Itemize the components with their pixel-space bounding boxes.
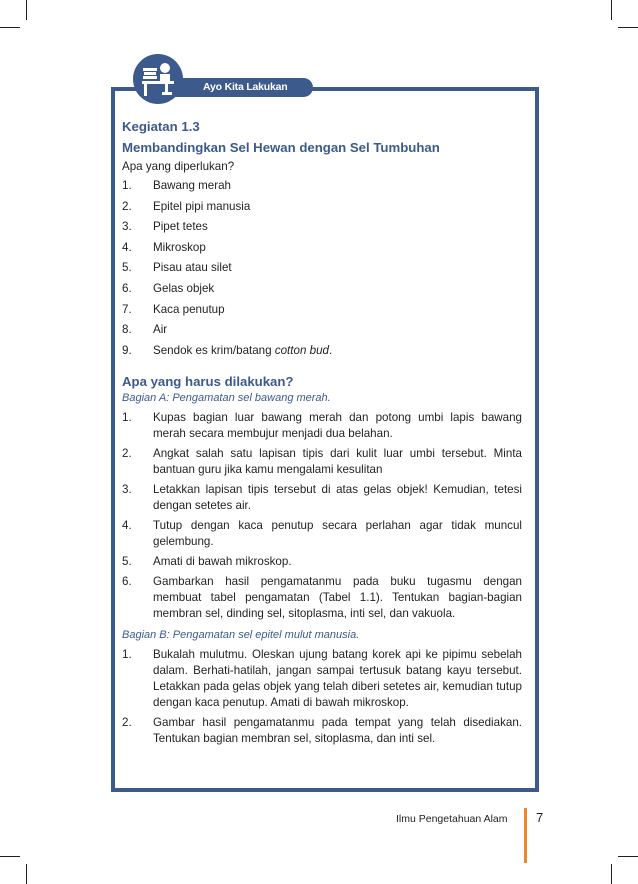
list-item	[122, 343, 522, 364]
item-number: 4.	[122, 519, 132, 533]
footer-subject: Ilmu Pengetahuan Alam	[396, 813, 508, 825]
list-item	[122, 199, 522, 220]
todo-heading: Apa yang harus dilakukan?	[122, 374, 294, 390]
crop-mark	[0, 27, 20, 28]
crop-mark	[611, 864, 612, 884]
item-text: Amati di bawah mikroskop.	[153, 555, 292, 569]
item-text: Kupas bagian luar bawang merah dan potong umbi lapis bawang merah secara membujur menjadi dua belahan.	[153, 411, 522, 441]
item-text: Gambar hasil pengamatanmu pada tempat yang telah disediakan. Tentukan bagian membran sel, sitoplasma, dan inti sel.	[153, 716, 522, 746]
activity-badge	[133, 54, 313, 104]
item-number: 5.	[122, 555, 132, 569]
part-b-title: Bagian B: Pengamatan sel epitel mulut manusia.	[122, 629, 360, 642]
part-b-steps	[122, 647, 522, 747]
item-number: 3.	[122, 220, 132, 234]
item-number: 6.	[122, 281, 132, 295]
list-item	[122, 322, 522, 343]
part-a-title: Bagian A: Pengamatan sel bawang merah.	[122, 392, 331, 405]
item-text: Kaca penutup	[153, 302, 225, 316]
item-text: Gelas objek	[153, 281, 215, 295]
item-number: 5.	[122, 261, 132, 275]
page-accent-bar	[524, 808, 527, 863]
list-item	[122, 518, 522, 550]
crop-mark	[611, 0, 612, 20]
part-a-steps	[122, 410, 522, 622]
item-text: Bukalah mulutmu. Oleskan ujung batang korek api ke pipimu sebelah dalam. Berhati-hatilah, jangan sampai tertusuk batang kayu tersebut. Letakkan pada gelas objek yang telah diberi setetes air, kemudian tutup dengan kaca penutup. Amati di bawah mikroskop.	[153, 648, 522, 710]
list-item	[122, 260, 522, 281]
item-text-italic: cotton bud	[274, 343, 329, 357]
list-item	[122, 281, 522, 302]
list-item	[122, 446, 522, 478]
page-number: 7	[536, 810, 544, 825]
item-number: 8.	[122, 323, 132, 337]
item-text: Bawang merah	[153, 179, 231, 192]
item-text: Pisau atau silet	[153, 261, 232, 275]
list-item	[122, 240, 522, 261]
item-number: 1.	[122, 411, 132, 425]
item-text: Pipet tetes	[153, 220, 208, 234]
item-number: 7.	[122, 302, 132, 316]
badge-circle	[133, 54, 183, 104]
item-number: 2.	[122, 716, 132, 730]
crop-mark	[618, 856, 638, 857]
item-number: 2.	[122, 199, 132, 213]
item-number: 4.	[122, 240, 132, 254]
item-number: 3.	[122, 483, 132, 497]
list-item	[122, 482, 522, 514]
list-item	[122, 715, 522, 747]
list-item	[122, 219, 522, 240]
list-item	[122, 410, 522, 442]
activity-title: Membandingkan Sel Hewan dengan Sel Tumbuhan	[122, 140, 440, 155]
item-text: Sendok es krim/batang	[153, 343, 275, 357]
list-item	[122, 554, 522, 570]
crop-mark	[0, 856, 20, 857]
item-text: Gambarkan hasil pengamatanmu pada buku tugasmu dengan membuat tabel pengamatan (Tabel 1.1). Tentukan bagian-bagian membran sel, dinding sel, sitoplasma, inti sel, dan vakuola.	[153, 575, 522, 621]
crop-mark	[26, 864, 27, 884]
tools-list	[122, 178, 522, 363]
activity-code: Kegiatan 1.3	[122, 119, 200, 134]
needs-question: Apa yang diperlukan?	[122, 160, 235, 173]
item-text: Mikroskop	[153, 240, 206, 254]
item-number: 2.	[122, 447, 132, 461]
item-text: Air	[153, 323, 168, 337]
item-number: 9.	[122, 343, 132, 357]
item-text: Tutup dengan kaca penutup secara perlahan agar tidak muncul gelembung.	[153, 519, 522, 549]
item-number: 1.	[122, 648, 132, 662]
crop-mark	[618, 27, 638, 28]
item-number: 6.	[122, 575, 132, 589]
list-item	[122, 574, 522, 622]
item-text: Angkat salah satu lapisan tipis dari kulit luar umbi tersebut. Minta bantuan guru jika kamu mengalami kesulitan	[153, 447, 522, 477]
activity-content	[122, 118, 522, 751]
item-text-tail: .	[328, 343, 333, 357]
list-item	[122, 178, 522, 199]
crop-mark	[26, 0, 27, 20]
badge-label: Ayo Kita Lakukan	[161, 78, 313, 97]
item-number: 1.	[122, 179, 132, 192]
student-desk-icon	[133, 54, 183, 104]
item-text: Letakkan lapisan tipis tersebut di atas gelas objek! Kemudian, tetesi dengan setetes air.	[153, 483, 522, 513]
item-text: Epitel pipi manusia	[153, 199, 251, 213]
list-item	[122, 647, 522, 711]
list-item	[122, 302, 522, 323]
